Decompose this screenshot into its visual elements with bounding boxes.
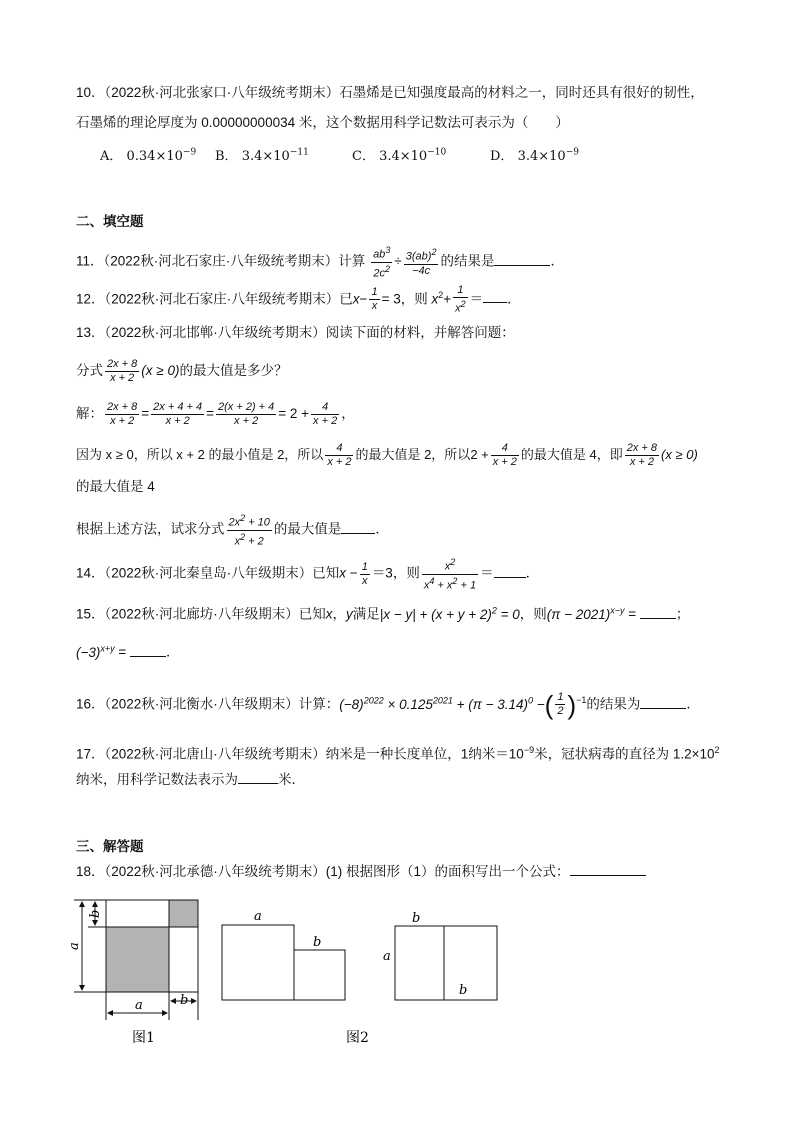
q12: 12．（2022秋·河北石家庄·八年级统考期末）已x− $\frac{1}{x}$ = 3，则 $x^2+$ $\frac{1}{x^2}$ ＝ ． [76, 284, 521, 315]
answer-blank[interactable] [494, 253, 550, 266]
q18-line1: 18．（2022秋·河北承德·八年级统考期末）(1) 根据图形（1）的面积写出一个公式： [76, 862, 646, 882]
q10-option-d: D． $3.4\times 10^{-9}$ [490, 147, 579, 164]
fig2-right-label-a: a [383, 949, 391, 964]
q10-line1: 10．（2022秋·河北张家口·八年级统考期末）石墨烯是已知强度最高的材料之一，同时还具有很好的韧性， [76, 85, 704, 100]
q13-line6: 根据上述方法，试求分式 $\frac{2x^2 + 10}{x^2 + 2}$ 的最大值是 ． [76, 513, 389, 548]
q10-option-a: A． $0.34\times 10^{-9}$ [100, 147, 197, 164]
answer-blank[interactable] [130, 644, 166, 657]
q10-option-b: B． $3.4\times 10^{-11}$ [215, 147, 309, 164]
q14: 14．（2022秋·河北秦皇岛·八年级期末）已知x − $\frac{1}{x}$ ＝3，则 $\frac{x^2}{x^4 + x^2 + 1}$ ＝ ． [76, 557, 540, 592]
fig1-shade-small [169, 900, 198, 927]
q15-line1: 15．（2022秋·河北廊坊·八年级期末）已知x，y满足$|x - y| + (x + y + 2)^2 = 0$，则$(\pi - 2021)^{x-y}$ = ； [76, 605, 690, 622]
fig2-left-label-a: a [254, 909, 262, 924]
q15-line2: $(-3)^{x+y}$ = ． [76, 643, 180, 660]
answer-blank[interactable] [483, 290, 507, 303]
q16: 16．（2022秋·河北衡水·八年级期末）计算：$(-8)^{2022} \times 0.125^{2021} + (\pi - 3.14)^0$ −( $\frac{1}{2}$ )$^{-1}$的结果为 ． [76, 689, 700, 720]
fig1-label-b-bottom: b [180, 993, 189, 1008]
fig2-right-label-b-bottom: b [459, 983, 468, 998]
figure-2-right [383, 911, 497, 1000]
figure-2-left [222, 909, 369, 1046]
q10-line2: 石墨烯的理论厚度为 0.00000000034 米，这个数据用科学记数法可表示为（ ） [76, 115, 569, 130]
fig1-shade-big [106, 927, 169, 992]
fig2-left-label-b: b [313, 935, 322, 950]
fig1-label-a-bottom: a [135, 998, 143, 1013]
q17-line1: 17．（2022秋·河北唐山·八年级统考期末）纳米是一种长度单位，1纳米$=10^{-9}$米，冠状病毒的直径为 $1.2\times 10^2$ [76, 745, 720, 762]
answer-blank[interactable] [640, 696, 686, 709]
q13-line5: 的最大值是 4 [76, 479, 155, 494]
fig2-right-label-b-top: b [412, 911, 421, 926]
fig1-label-b-left: b [88, 909, 103, 918]
answer-blank[interactable] [238, 771, 278, 784]
q17-line2: 纳米，用科学记数法表示为 米． [76, 772, 305, 787]
figures [0, 880, 794, 1130]
section-answer: 三、解答题 [76, 839, 144, 855]
answer-blank[interactable] [494, 565, 526, 578]
figure-1 [67, 900, 198, 1046]
answer-blank[interactable] [640, 606, 676, 619]
fig1-label-a-left: a [67, 942, 82, 950]
q13-line2: 分式 $\frac{2x + 8}{x + 2}$ (x ≥ 0)的最大值是多少？ [76, 358, 288, 384]
q10-option-c: C． $3.4\times 10^{-10}$ [352, 147, 447, 164]
q13-line4: 因为 x ≥ 0，所以 x + 2 的最小值是 2，所以 $\frac{4}{x + 2}$ 的最大值是 2，所以2 + $\frac{4}{x + 2}$ 的最大值是 4，即 $\frac{2x + 8}{x + 2}$ (x ≥ 0) [76, 442, 698, 468]
q13-solution: 解： $\frac{2x + 8}{x + 2}$ = $\frac{2x + 4 + 4}{x + 2}$ = $\frac{2(x + 2) + 4}{x + 2}$ = 2 + $\frac{4}{x + 2}$ ， [76, 401, 355, 427]
q11: 11．（2022秋·河北石家庄·八年级统考期末）计算 $\frac{ab^3}{2c^2}$ ÷ $\frac{3(ab)^2}{-4c}$ 的结果是 ． [76, 245, 564, 280]
answer-blank[interactable] [570, 863, 646, 876]
fig2-caption: 图2 [346, 1030, 369, 1046]
section-fill-blank: 二、填空题 [76, 214, 144, 230]
answer-blank[interactable] [341, 521, 375, 534]
q13-line1: 13．（2022秋·河北邯郸·八年级统考期末）阅读下面的材料，并解答问题： [76, 325, 515, 340]
fig1-caption: 图1 [132, 1030, 155, 1046]
